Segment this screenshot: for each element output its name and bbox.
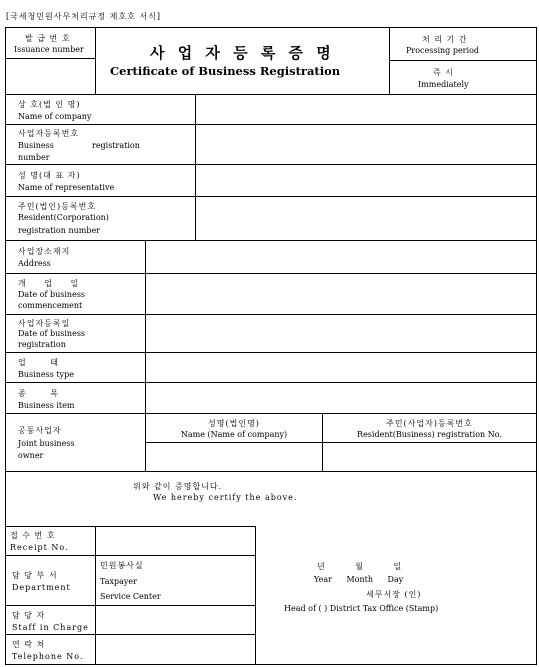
telephone-label-en: Telephone No.	[12, 652, 84, 661]
business-reg-no-label-en: registration	[92, 141, 140, 150]
business-item-label-en: Business item	[18, 401, 75, 410]
immediately-label: 즉 시	[433, 68, 454, 77]
staff-value[interactable]	[96, 606, 254, 634]
issuance-number-label-en: Issuance number	[14, 45, 84, 54]
registration-date-label-en: Date of business	[18, 329, 86, 338]
receipt-no-label-en: Receipt No.	[10, 543, 69, 552]
resident-reg-no-label-en: registration number	[18, 226, 101, 235]
service-center-label: 민원봉사실	[100, 561, 144, 570]
resident-reg-no-value[interactable]	[196, 197, 536, 240]
document-title: 사 업 자 등 록 증 명	[150, 44, 335, 62]
business-reg-no-value[interactable]	[196, 125, 536, 164]
representative-label-en: Name of representative	[18, 183, 115, 192]
joint-name-header-en: Name (Name of company)	[180, 430, 288, 439]
certify-statement-en: We hereby certify the above.	[153, 493, 298, 502]
company-name-label: 상 호(법 인 명)	[18, 100, 81, 109]
joint-reg-value[interactable]	[323, 443, 536, 471]
processing-period-label-en: Processing period	[406, 46, 479, 55]
divider	[389, 60, 537, 61]
commencement-date-value[interactable]	[146, 274, 536, 314]
receipt-no-label: 접 수 번 호	[10, 531, 56, 540]
registration-date-label-en: registration	[18, 340, 66, 349]
commencement-date-label-en: Date of business	[18, 290, 86, 299]
divider	[255, 526, 256, 665]
business-type-value[interactable]	[146, 353, 536, 382]
representative-label: 성 명(대 표 자)	[18, 171, 81, 180]
department-label-en: Department	[12, 583, 71, 592]
issuance-number-label: 발 급 번 호	[25, 34, 71, 43]
business-item-label: 종 목	[18, 389, 59, 398]
company-name-label-en: Name of company	[18, 112, 92, 121]
divider	[5, 58, 95, 59]
resident-reg-no-label-en: Resident(Corporation)	[18, 213, 109, 222]
certify-statement: 위와 같이 증명합니다.	[133, 482, 223, 491]
commencement-date-label-en: commencement	[18, 301, 83, 310]
resident-reg-no-label: 주민(법인)등록번호	[18, 202, 97, 211]
receipt-no-value[interactable]	[96, 527, 254, 555]
registration-date-label: 사업자등록일	[18, 319, 71, 328]
business-type-label: 업 태	[18, 358, 59, 367]
divider	[5, 413, 537, 414]
telephone-label: 연 락 처	[12, 640, 46, 649]
address-label: 사업장소재지	[18, 247, 71, 256]
business-type-label-en: Business type	[18, 370, 74, 379]
business-item-value[interactable]	[146, 383, 536, 413]
address-label-en: Address	[18, 259, 51, 268]
document-title-en: Certificate of Business Registration	[110, 64, 341, 78]
registration-date-value[interactable]	[146, 315, 536, 352]
tax-office-head-label-en: Head of ( ) District Tax Office (Stamp)	[284, 604, 439, 613]
company-name-value[interactable]	[196, 95, 536, 124]
joint-owner-label-en: Joint business	[18, 439, 75, 448]
issue-date-label: 년 월 일	[317, 562, 403, 571]
divider	[95, 27, 96, 94]
tax-office-head-label: 세무서장 (인)	[366, 590, 422, 599]
divider	[5, 555, 255, 556]
service-center-label-en: Service Center	[100, 592, 161, 601]
processing-period-label: 처 리 기 간	[422, 35, 468, 44]
business-reg-no-label-en: Business	[18, 141, 54, 150]
divider	[5, 471, 537, 472]
address-value[interactable]	[146, 241, 536, 273]
form-reference: [국세청민원사무처리규정 제호호 서식]	[6, 12, 161, 21]
business-reg-no-label-en: number	[18, 153, 50, 162]
business-reg-no-label: 사업자등록번호	[18, 129, 80, 138]
staff-label: 담 당 자	[12, 611, 46, 620]
commencement-date-label: 개 업 일	[18, 279, 80, 288]
service-center-label-en: Taxpayer	[100, 577, 137, 586]
joint-reg-header: 주민(사업자)등록번호	[386, 419, 473, 428]
joint-owner-label-en: owner	[18, 451, 44, 460]
joint-owner-label: 공동사업자	[18, 426, 62, 435]
immediately-label-en: Immediately	[418, 80, 469, 89]
joint-reg-header-en: Resident(Business) registration No.	[357, 430, 502, 439]
joint-name-value[interactable]	[146, 443, 322, 471]
department-label: 담 당 부 서	[12, 571, 58, 580]
telephone-value[interactable]	[96, 635, 254, 664]
representative-value[interactable]	[196, 165, 536, 196]
staff-label-en: Staff in Charge	[12, 623, 89, 632]
joint-name-header: 성명(법인명)	[208, 419, 260, 428]
issue-date-label-en: Year Month Day	[314, 575, 404, 584]
